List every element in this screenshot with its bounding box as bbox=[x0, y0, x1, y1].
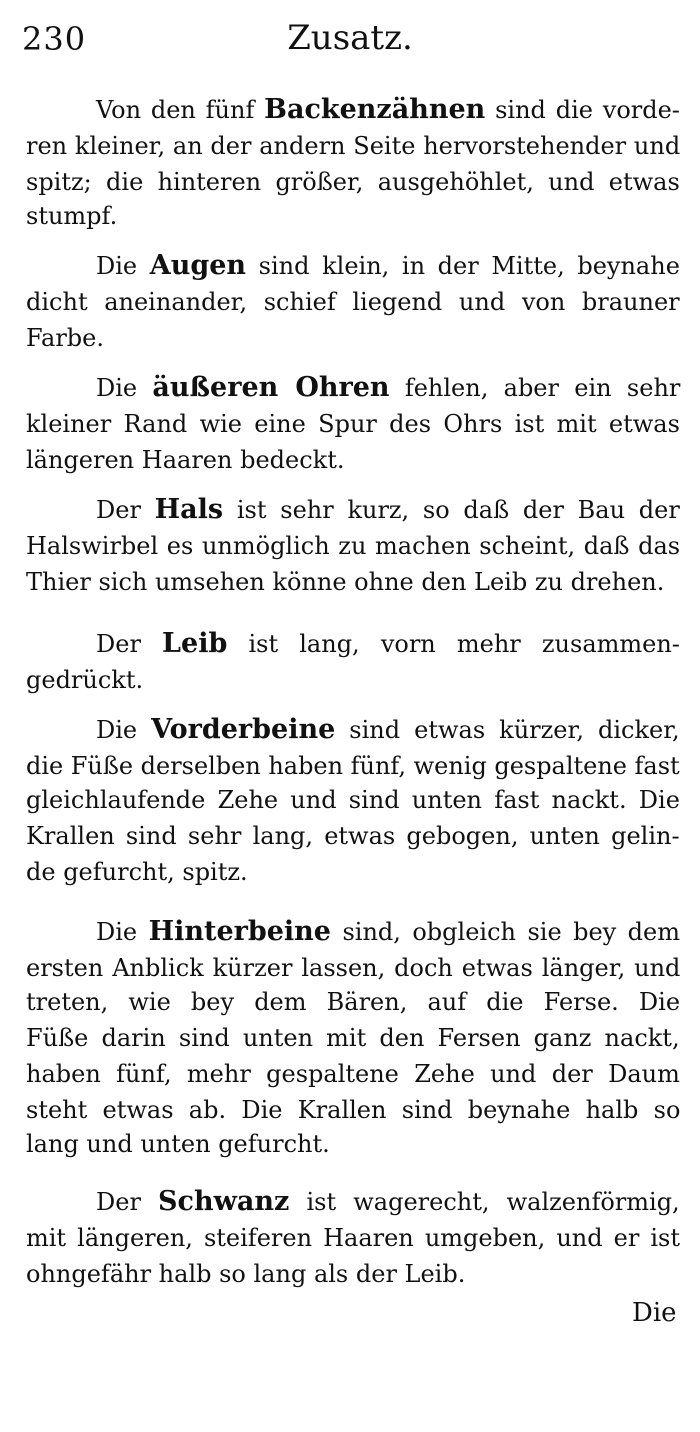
emphasized-term: Backenzähnen bbox=[264, 94, 486, 125]
text-line bbox=[26, 446, 344, 474]
text-segment: sind, obgleich sie bey dem bbox=[331, 918, 681, 946]
text-line bbox=[96, 918, 680, 946]
running-title: Zusatz. bbox=[287, 18, 413, 58]
text-segment: lang und unten gefurcht. bbox=[26, 1130, 330, 1158]
text-segment: Der bbox=[96, 630, 163, 658]
text-line bbox=[96, 252, 680, 280]
emphasized-term: Leib bbox=[162, 628, 228, 659]
text-segment: Die bbox=[96, 252, 150, 280]
text-line bbox=[96, 716, 680, 744]
text-segment: de gefurcht, spitz. bbox=[26, 858, 248, 886]
emphasized-term: Hinterbeine bbox=[148, 916, 331, 947]
text-line bbox=[96, 96, 680, 124]
text-segment: gedrückt. bbox=[26, 666, 144, 694]
text-segment: fehlen, aber ein sehr bbox=[389, 374, 681, 402]
text-line bbox=[26, 858, 248, 886]
text-line bbox=[26, 1260, 465, 1288]
text-segment: stumpf. bbox=[26, 202, 118, 230]
text-segment: ren kleiner, an der andern Seite hervorstehender und bbox=[26, 132, 681, 160]
text-segment: sind etwas kürzer, dicker, bbox=[335, 716, 680, 744]
text-line bbox=[26, 954, 680, 982]
text-segment: dicht aneinander, schief liegend und von brauner bbox=[26, 288, 680, 316]
text-line bbox=[26, 1024, 680, 1052]
text-segment: Krallen sind sehr lang, etwas gebogen, unten gelin- bbox=[26, 822, 680, 850]
text-segment: ist lang, vorn mehr zusammen- bbox=[227, 630, 680, 658]
text-segment: mit längeren, steiferen Haaren umgeben, und er ist bbox=[26, 1224, 681, 1252]
text-segment: Halswirbel es unmöglich zu machen scheint, daß das bbox=[26, 532, 681, 560]
text-line bbox=[26, 132, 680, 160]
text-line bbox=[96, 1188, 680, 1216]
text-line bbox=[26, 1060, 680, 1088]
text-segment: ohngefähr halb so lang als der Leib. bbox=[26, 1260, 466, 1288]
text-line bbox=[26, 988, 680, 1016]
emphasized-term: Hals bbox=[154, 494, 224, 525]
text-segment: Die bbox=[96, 374, 153, 402]
text-line bbox=[96, 630, 680, 658]
text-segment: Füße darin sind unten mit den Fersen ganz nackt, bbox=[26, 1024, 680, 1052]
text-line bbox=[26, 568, 664, 596]
text-segment: Von den fünf bbox=[96, 96, 265, 124]
text-line bbox=[26, 202, 117, 230]
text-segment: ist sehr kurz, so daß der Bau der bbox=[223, 496, 680, 524]
text-segment: Die bbox=[96, 918, 149, 946]
text-line bbox=[26, 168, 680, 196]
text-segment: sind klein, in der Mitte, beynahe bbox=[246, 252, 680, 280]
text-line bbox=[26, 410, 680, 438]
text-segment: ist wagerecht, walzenförmig, bbox=[289, 1188, 680, 1216]
text-line bbox=[26, 1096, 680, 1124]
text-segment: treten, wie bey dem Bären, auf die Ferse. Die bbox=[26, 988, 681, 1016]
text-segment: gleichlaufende Zehe und sind unten fast nackt. Die bbox=[26, 786, 680, 814]
emphasized-term: Schwanz bbox=[158, 1186, 290, 1217]
text-segment: Farbe. bbox=[26, 324, 104, 352]
text-segment: Thier sich umsehen könne ohne den Leib zu drehen. bbox=[26, 568, 665, 596]
text-line bbox=[96, 374, 680, 402]
text-segment: Der bbox=[96, 496, 155, 524]
text-line bbox=[26, 324, 104, 352]
text-line bbox=[26, 666, 143, 694]
text-segment: längeren Haaren bedeckt. bbox=[26, 446, 345, 474]
text-line bbox=[26, 822, 680, 850]
text-segment: steht etwas ab. Die Krallen sind beynahe halb so bbox=[26, 1096, 681, 1124]
text-segment: Der bbox=[96, 1188, 159, 1216]
text-segment: sind die vorde- bbox=[485, 96, 680, 124]
text-segment: spitz; die hinteren größer, ausgehöhlet, und etwas bbox=[26, 168, 680, 196]
text-segment: kleiner Rand wie eine Spur des Ohrs ist mit etwas bbox=[26, 410, 680, 438]
text-line bbox=[96, 496, 680, 524]
text-segment: haben fünf, mehr gespaltene Zehe und der Daum bbox=[26, 1060, 680, 1088]
page-number: 230 bbox=[22, 20, 87, 58]
text-line bbox=[26, 532, 680, 560]
text-line bbox=[26, 1224, 680, 1252]
catchword: Die bbox=[632, 1298, 677, 1328]
text-segment: Die bbox=[96, 716, 152, 744]
text-segment: ersten Anblick kürzer lassen, doch etwas länger, und bbox=[26, 954, 681, 982]
text-line bbox=[26, 752, 680, 780]
emphasized-term: Augen bbox=[149, 250, 247, 281]
text-line bbox=[26, 786, 680, 814]
text-line bbox=[26, 288, 680, 316]
text-segment: die Füße derselben haben fünf, wenig gespaltene fast bbox=[26, 752, 680, 780]
emphasized-term: Vorderbeine bbox=[151, 714, 336, 745]
text-line bbox=[26, 1130, 330, 1158]
emphasized-term: äußeren Ohren bbox=[152, 372, 390, 403]
